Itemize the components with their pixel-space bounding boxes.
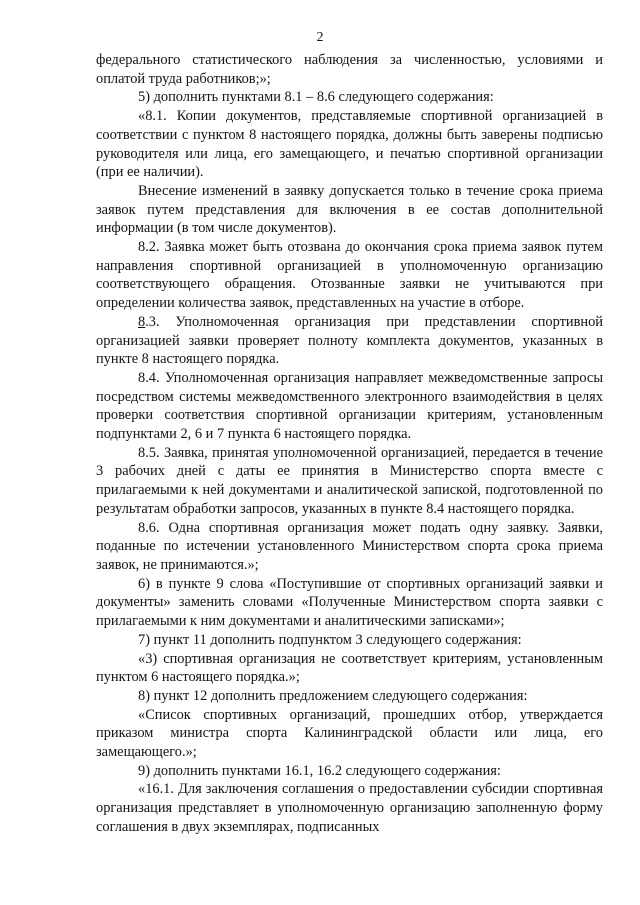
paragraph-8-4: 8.4. Уполномоченная организация направляет межведомственные запросы посредством системы межведомственного электронного взаимодействия в целях проверки соответствия спортивной организации критериям, установленным подпунктами 2, 6 и 7 пункта 6 настоящего порядка. — [96, 369, 603, 443]
paragraph-8-3-text: .3. Уполномоченная организация при представлении спортивной организацией заявки проверяет полноту комплекта документов, указанных в пункте 8 настоящего порядка. — [96, 313, 603, 368]
paragraph-8-6: 8.6. Одна спортивная организация может подать одну заявку. Заявки, поданные по истечении установленного Министерством спорта срока приема заявок, не принимаются.»; — [96, 519, 603, 573]
paragraph-continuation: федерального статистического наблюдения за численностью, условиями и оплатой труда работников;»; — [96, 52, 603, 87]
paragraph-8-5: 8.5. Заявка, принятая уполномоченной организацией, передается в течение 3 рабочих дней с даты ее принятия в Министерство спорта вместе с прилагаемыми к ней документами и аналитической запиской, подготовленной по результатам обработки запросов, указанных в пункте 8.4 настоящего порядка. — [96, 444, 603, 517]
paragraph-8-1: «8.1. Копии документов, представляемые спортивной организацией в соответствии с пунктом 8 настоящего порядка, должны быть заверены подписью руководителя или лица, его замещающего, и печатью спортивной организации (при ее наличии). — [96, 108, 603, 181]
paragraph-subitem-3: «3) спортивная организация не соответствует критериям, установленным пунктом 6 настоящего порядка.»; — [96, 650, 603, 686]
paragraph-item-9: 9) дополнить пунктами 16.1, 16.2 следующего содержания: — [138, 762, 501, 779]
paragraph-list-approval: «Список спортивных организаций, прошедших отбор, утверждается приказом министра спорта Калининградской области или лица, его замещающего.»; — [96, 706, 603, 761]
paragraph-item-5: 5) дополнить пунктами 8.1 – 8.6 следующего содержания: — [138, 89, 494, 106]
paragraph-8-3 — [96, 313, 603, 369]
paragraph-item-7: 7) пункт 11 дополнить подпунктом 3 следующего содержания: — [138, 631, 522, 648]
paragraph-item-8: 8) пункт 12 дополнить предложением следующего содержания: — [138, 687, 528, 704]
paragraph-8-1-changes: Внесение изменений в заявку допускается только в течение срока приема заявок путем представления для включения в ее состав дополнительной информации (в том числе документов). — [96, 182, 603, 237]
paragraph-8-2: 8.2. Заявка может быть отозвана до окончания срока приема заявок путем направления спортивной организацией в уполномоченную организацию соответствующего обращения. Отозванные заявки не учитываются при определении количества заявок, представленных на участие в отборе. — [96, 239, 603, 312]
page-number: 2 — [316, 30, 324, 45]
underlined-fragment: 8 — [138, 313, 146, 330]
document-body — [96, 51, 603, 837]
paragraph-item-6: 6) в пункте 9 слова «Поступившие от спортивных организаций заявки и документы» заменить словами «Полученные Министерством спорта заявки с прилагаемыми к ним документами и аналитическими записками»; — [96, 575, 603, 630]
paragraph-16-1: «16.1. Для заключения соглашения о предоставлении субсидии спортивная организация представляет в уполномоченную организацию заполненную форму соглашения в двух экземплярах, подписанных — [96, 781, 603, 835]
